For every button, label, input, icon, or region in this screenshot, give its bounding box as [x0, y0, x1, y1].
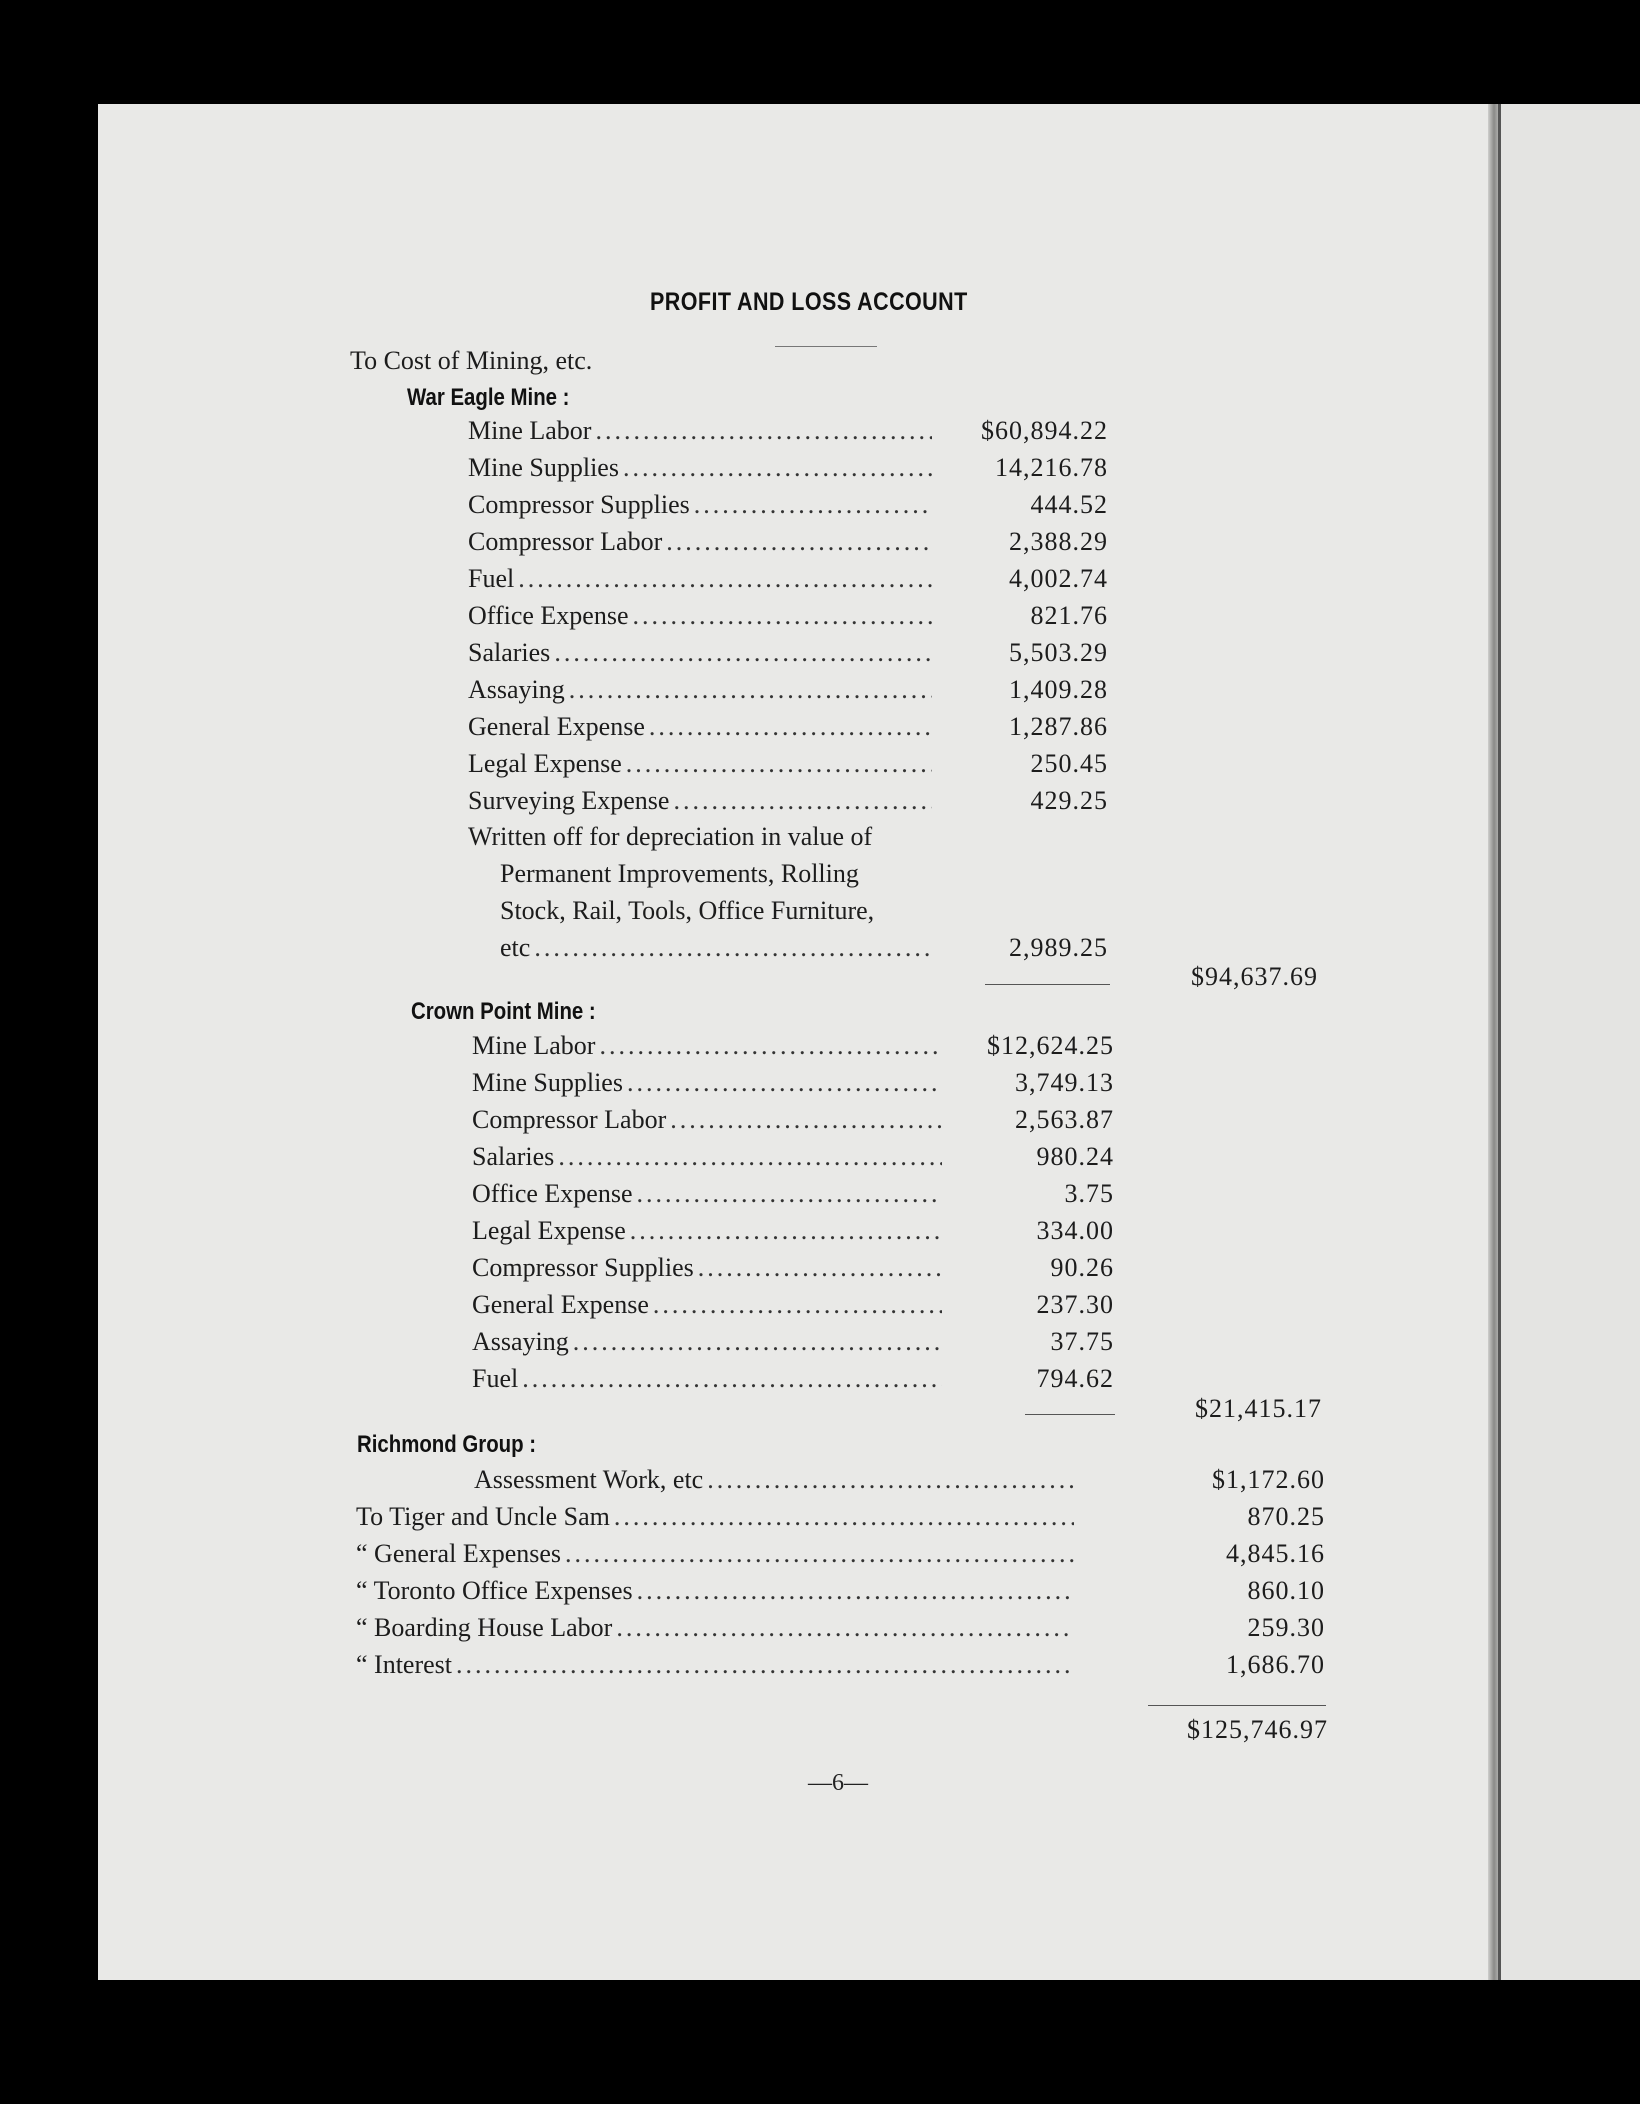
leader-dots [637, 1179, 942, 1209]
row-label: General Expense [472, 1290, 649, 1319]
line-item [468, 786, 936, 820]
line-item [472, 1179, 946, 1213]
richmond-heading: Richmond Group : [357, 1431, 537, 1458]
leader-dots [558, 1142, 942, 1172]
leader-dots [569, 675, 932, 705]
row-amount: 444.52 [1030, 490, 1108, 519]
depreciation-line-3: Stock, Rail, Tools, Office Furniture, [500, 896, 875, 925]
leader-dots [666, 527, 932, 557]
leader-dots [614, 1502, 1074, 1532]
row-amount: 5,503.29 [1009, 638, 1108, 667]
line-item [468, 712, 936, 746]
row-label: Mine Supplies [472, 1068, 623, 1097]
line-item [468, 490, 936, 524]
leader-dots [554, 638, 932, 668]
leader-dots [573, 1327, 942, 1357]
row-amount: 860.10 [1247, 1576, 1325, 1605]
intro-line: To Cost of Mining, etc. [350, 346, 593, 375]
line-item [468, 453, 936, 487]
row-amount: 90.26 [1050, 1253, 1114, 1282]
leader-dots [518, 564, 932, 594]
row-amount: $12,624.25 [987, 1031, 1114, 1060]
row-label: “ Toronto Office Expenses [356, 1576, 633, 1605]
row-label: Compressor Labor [472, 1105, 667, 1134]
line-item [468, 638, 936, 672]
line-item [472, 1142, 946, 1176]
line-item [472, 1327, 946, 1361]
row-label: To Tiger and Uncle Sam [356, 1502, 610, 1531]
row-label: Mine Labor [472, 1031, 596, 1060]
line-item [356, 1576, 1078, 1610]
crown-point-heading: Crown Point Mine : [411, 998, 596, 1025]
row-label: “ Interest [356, 1650, 453, 1679]
war-eagle-total: $94,637.69 [1191, 962, 1318, 991]
row-amount: 14,216.78 [995, 453, 1108, 482]
line-item [472, 1216, 946, 1250]
depreciation-row [500, 933, 936, 967]
title-rule [775, 346, 877, 347]
line-item [356, 1613, 1078, 1647]
leader-dots [522, 1364, 942, 1394]
facing-page-edge [1498, 104, 1640, 1980]
row-label: “ Boarding House Labor [356, 1613, 613, 1642]
row-amount: 259.30 [1247, 1613, 1325, 1642]
leader-dots [627, 1068, 942, 1098]
line-item [468, 564, 936, 598]
row-label: etc [500, 933, 531, 962]
line-item [356, 1502, 1078, 1536]
leader-dots [670, 1105, 942, 1135]
grand-total: $125,746.97 [1187, 1715, 1328, 1744]
war-eagle-heading: War Eagle Mine : [407, 384, 570, 411]
line-item [468, 601, 936, 635]
line-item [472, 1031, 946, 1065]
row-amount: 2,563.87 [1015, 1105, 1114, 1134]
line-item [472, 1068, 946, 1102]
row-amount: 1,409.28 [1009, 675, 1108, 704]
subtotal-rule [1025, 1414, 1115, 1415]
richmond-row [474, 1465, 1078, 1499]
depreciation-amount: 2,989.25 [1009, 933, 1108, 962]
page-title: PROFIT AND LOSS ACCOUNT [650, 288, 968, 316]
row-amount: 870.25 [1247, 1502, 1325, 1531]
leader-dots [616, 1613, 1074, 1643]
leader-dots [637, 1576, 1074, 1606]
row-label: Assessment Work, etc [474, 1465, 704, 1494]
row-label: Mine Labor [468, 416, 592, 445]
row-label: Salaries [468, 638, 551, 667]
leader-dots [698, 1253, 942, 1283]
row-label: Fuel [468, 564, 515, 593]
line-item [472, 1253, 946, 1287]
leader-dots [456, 1650, 1074, 1680]
page-number: —6— [808, 1770, 868, 1796]
row-amount: 237.30 [1036, 1290, 1114, 1319]
row-amount: 334.00 [1036, 1216, 1114, 1245]
row-label: Compressor Labor [468, 527, 663, 556]
row-amount: 3,749.13 [1015, 1068, 1114, 1097]
leader-dots [673, 786, 932, 816]
row-amount: 4,845.16 [1226, 1539, 1325, 1568]
row-amount: $60,894.22 [981, 416, 1108, 445]
leader-dots [565, 1539, 1074, 1569]
row-label: Compressor Supplies [468, 490, 690, 519]
row-amount: 794.62 [1036, 1364, 1114, 1393]
total-rule [1148, 1705, 1326, 1706]
depreciation-line-2: Permanent Improvements, Rolling [500, 859, 859, 888]
row-label: Assaying [468, 675, 565, 704]
line-item [356, 1539, 1078, 1573]
leader-dots [534, 933, 932, 963]
line-item [472, 1364, 946, 1398]
leader-dots [623, 453, 932, 483]
line-item [468, 416, 936, 450]
row-amount: 980.24 [1036, 1142, 1114, 1171]
leader-dots [633, 601, 932, 631]
line-item [356, 1650, 1078, 1684]
row-amount: 1,686.70 [1226, 1650, 1325, 1679]
leader-dots [595, 416, 932, 446]
leader-dots [649, 712, 932, 742]
row-label: General Expense [468, 712, 645, 741]
row-label: Mine Supplies [468, 453, 619, 482]
row-label: Compressor Supplies [472, 1253, 694, 1282]
line-item [472, 1290, 946, 1324]
row-label: Salaries [472, 1142, 555, 1171]
row-amount: 821.76 [1030, 601, 1108, 630]
row-amount: 429.25 [1030, 786, 1108, 815]
leader-dots [653, 1290, 942, 1320]
row-label: “ General Expenses [356, 1539, 562, 1568]
line-item [468, 675, 936, 709]
leader-dots [599, 1031, 942, 1061]
row-label: Assaying [472, 1327, 569, 1356]
leader-dots [694, 490, 932, 520]
leader-dots [626, 749, 932, 779]
row-label: Office Expense [472, 1179, 633, 1208]
line-item [472, 1105, 946, 1139]
richmond-amount: $1,172.60 [1212, 1465, 1325, 1494]
crown-point-total: $21,415.17 [1195, 1394, 1322, 1423]
depreciation-line-1: Written off for depreciation in value of [468, 822, 873, 851]
row-label: Office Expense [468, 601, 629, 630]
line-item [468, 749, 936, 783]
row-label: Legal Expense [468, 749, 622, 778]
row-amount: 250.45 [1030, 749, 1108, 778]
row-amount: 1,287.86 [1009, 712, 1108, 741]
row-amount: 2,388.29 [1009, 527, 1108, 556]
row-amount: 3.75 [1064, 1179, 1114, 1208]
row-label: Surveying Expense [468, 786, 670, 815]
row-label: Fuel [472, 1364, 519, 1393]
line-item [468, 527, 936, 561]
row-amount: 37.75 [1050, 1327, 1114, 1356]
subtotal-rule [985, 984, 1110, 985]
leader-dots [707, 1465, 1074, 1495]
leader-dots [630, 1216, 942, 1246]
row-label: Legal Expense [472, 1216, 626, 1245]
row-amount: 4,002.74 [1009, 564, 1108, 593]
